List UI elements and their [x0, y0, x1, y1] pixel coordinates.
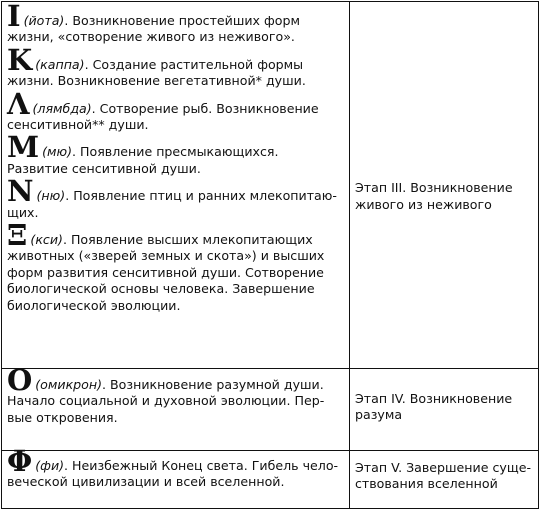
greek-letter: K: [7, 42, 33, 77]
stage-cell: [350, 2, 539, 369]
letter-name: (каппа): [35, 56, 85, 72]
greek-letter: M: [7, 130, 40, 165]
stage-cell: [350, 450, 539, 508]
letter-name: (фи): [35, 457, 65, 473]
letters-cell: [2, 362, 350, 450]
greek-letter: O: [7, 362, 33, 397]
greek-letter: Λ: [7, 86, 30, 121]
entry-text: . Появление птиц и ранних млекопитаю-щих.: [7, 188, 337, 220]
greek-letter: N: [7, 174, 34, 209]
entry-lambda: [7, 86, 343, 134]
entry-phi: [7, 443, 343, 491]
entry-text: . Неизбежный Конец света. Гибель чело-веческой цивилизации и всей вселенной.: [7, 457, 339, 490]
entry-text: . Возникновение простейших форм жизни, «сотворение живого из неживого».: [7, 13, 300, 45]
entry-iota: [7, 0, 343, 46]
stage-text: Этап V. Завершение суще-ствования вселенной: [355, 460, 532, 492]
letters-cell: [2, 443, 350, 508]
entry-text: . Сотворение рыб. Возникновение сенситивной** души.: [7, 100, 319, 133]
entry-text: . Появление пресмыкающихся. Развитие сенситивной души.: [7, 144, 279, 176]
letter-name: (кси): [30, 232, 63, 248]
letter-name: (ню): [36, 188, 66, 204]
entry-text: . Возникновение разумной души. Начало социальной и духовной эволюции. Пер-вые откровения.: [7, 376, 325, 425]
entry-kappa: [7, 42, 343, 90]
entry-text: . Создание растительной формы жизни. Возникновение вегетативной* души.: [7, 56, 306, 89]
entry-xi: [7, 218, 343, 314]
table-row: [2, 2, 539, 369]
stage-cell: [350, 368, 539, 450]
letter-name: (мю): [42, 144, 73, 160]
greek-letter: Φ: [7, 443, 33, 478]
table-row: [2, 368, 539, 450]
letter-name: (йота): [23, 13, 65, 28]
stage-text: Этап IV. Возникновение разума: [355, 390, 513, 423]
entry-text: . Появление высших млекопитающих животных («зверей земных и скота») и высших форм развития сенситивной души. Сотворение биологической основы человека. Завершение биологической эволюции.: [7, 232, 325, 313]
greek-letter: Ξ: [7, 218, 28, 253]
greek-letter: I: [7, 0, 21, 33]
letters-cell: [2, 2, 350, 369]
letter-name: (лямбда): [32, 100, 92, 116]
letter-name: (омикрон): [35, 376, 103, 392]
stage-text: Этап III. Возникновение живого из неживого: [355, 180, 513, 212]
table-row: [2, 450, 539, 508]
eras-table: [1, 1, 539, 509]
entry-nu: [7, 174, 343, 221]
entry-mu: [7, 130, 343, 177]
entry-omicron: [7, 362, 343, 426]
